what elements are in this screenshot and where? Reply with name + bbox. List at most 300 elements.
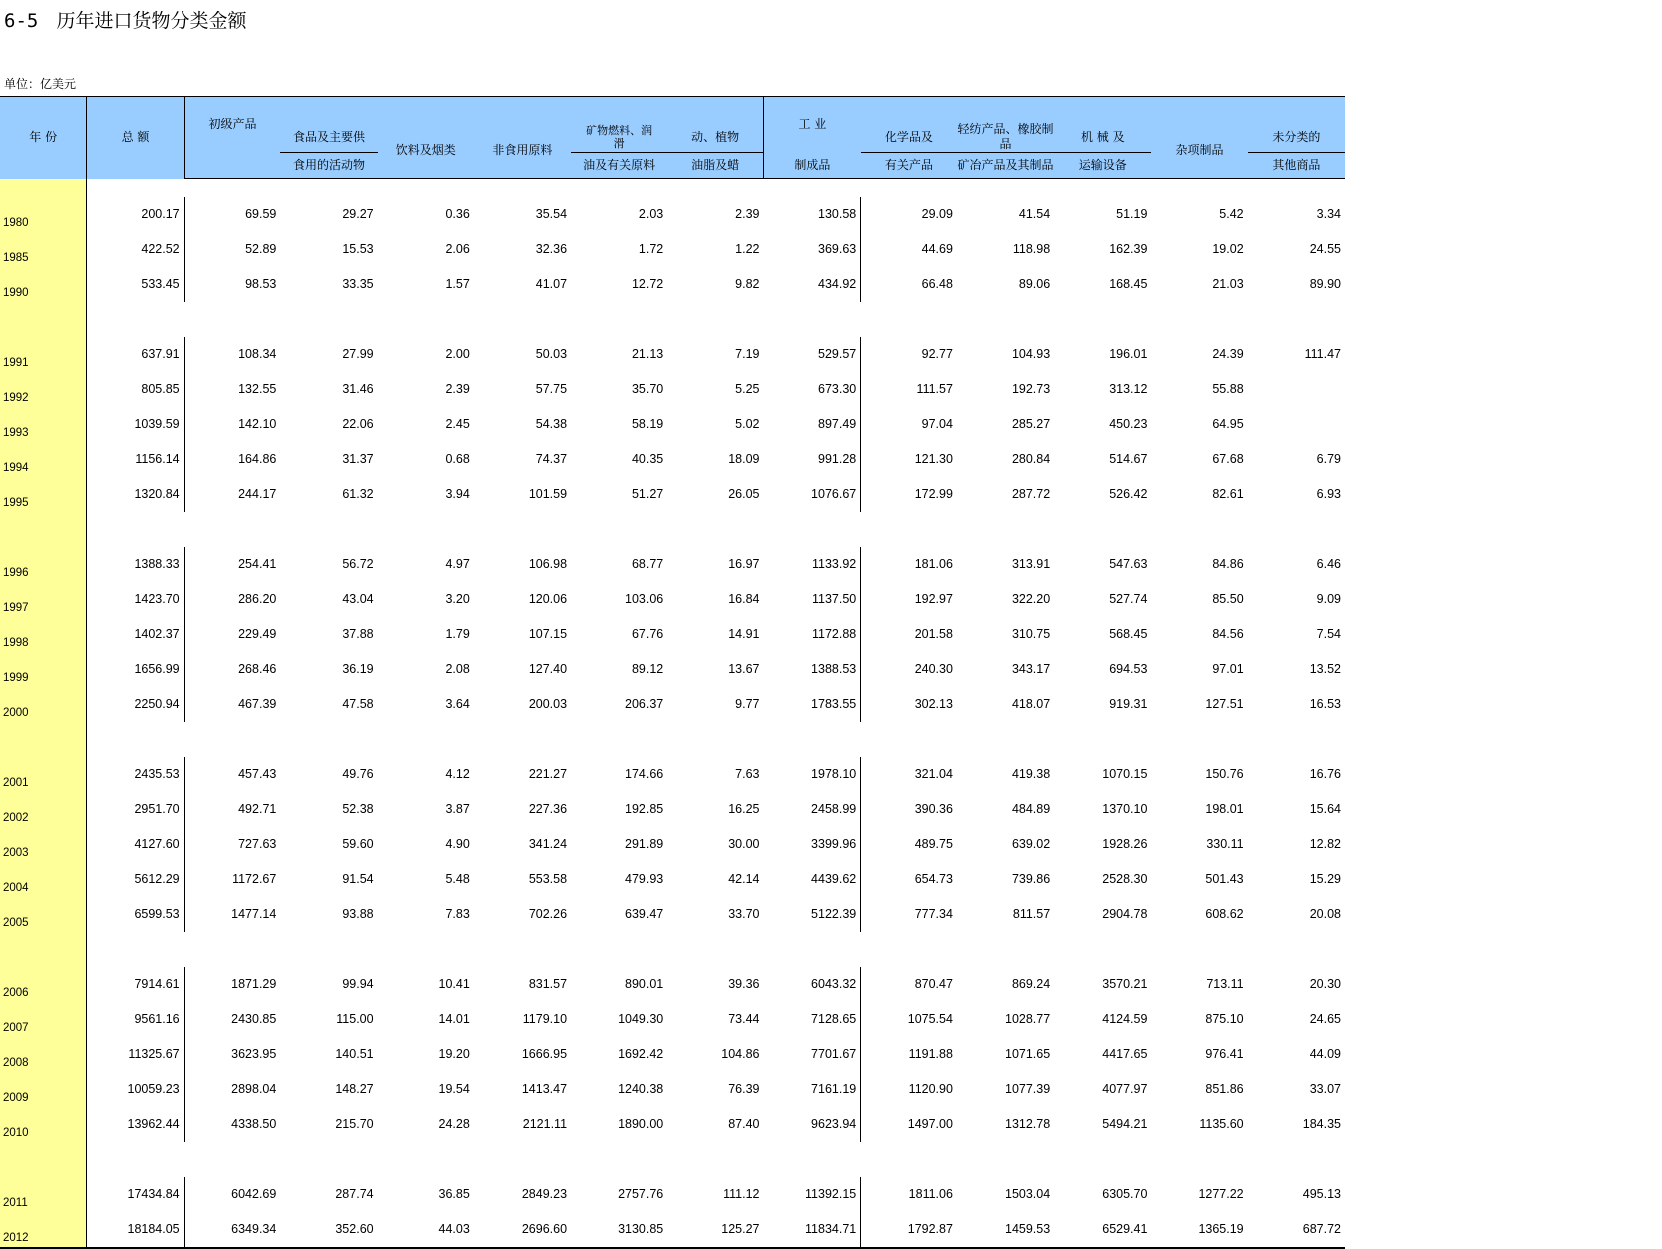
cell-primary: 244.17 bbox=[238, 487, 277, 501]
table-row bbox=[0, 1002, 1345, 1037]
cell-mineral: 40.35 bbox=[631, 452, 664, 466]
cell-mineral: 12.72 bbox=[631, 277, 664, 291]
cell-year: 2012 bbox=[0, 1212, 87, 1248]
cell-misc: 851.86 bbox=[1205, 1082, 1244, 1096]
cell-year: 2001 bbox=[0, 757, 87, 792]
cell-food: 22.06 bbox=[342, 417, 374, 431]
cell-beverage: 4.12 bbox=[445, 767, 470, 781]
cell-misc: 19.02 bbox=[1212, 242, 1244, 256]
cell-food: 31.46 bbox=[342, 382, 374, 396]
cell-machinery: 1370.10 bbox=[1102, 802, 1148, 816]
cell-beverage: 3.64 bbox=[445, 697, 470, 711]
cell-chemical: 121.30 bbox=[914, 452, 953, 466]
header-primary: 初级产品 bbox=[184, 97, 280, 153]
cell-misc: 150.76 bbox=[1205, 767, 1244, 781]
cell-chemical: 97.04 bbox=[921, 417, 953, 431]
cell-food: 99.94 bbox=[342, 977, 374, 991]
cell-misc: 55.88 bbox=[1212, 382, 1244, 396]
cell-chemical: 1811.06 bbox=[908, 1187, 953, 1201]
cell-year: 2009 bbox=[0, 1072, 87, 1107]
table-row bbox=[0, 757, 1345, 792]
cell-machinery: 526.42 bbox=[1109, 487, 1148, 501]
cell-total: 2951.70 bbox=[87, 792, 184, 827]
table-row bbox=[0, 407, 1345, 442]
cell-chemical: 1792.87 bbox=[861, 1212, 957, 1248]
cell-industrial: 1137.50 bbox=[763, 582, 860, 617]
cell-year: 1990 bbox=[0, 267, 87, 302]
cell-unclassified: 16.53 bbox=[1309, 697, 1341, 711]
cell-oils: 42.14 bbox=[728, 872, 760, 886]
cell-industrial: 1172.88 bbox=[763, 617, 860, 652]
cell-misc: 608.62 bbox=[1205, 907, 1244, 921]
cell-primary: 492.71 bbox=[238, 802, 277, 816]
table-row bbox=[0, 197, 1345, 232]
table-top-padding bbox=[0, 179, 1345, 197]
cell-textile: 1071.65 bbox=[1005, 1047, 1051, 1061]
cell-year: 2006 bbox=[0, 967, 87, 1002]
cell-oils: 73.44 bbox=[728, 1012, 760, 1026]
table-row bbox=[0, 967, 1345, 1002]
cell-misc: 713.11 bbox=[1206, 977, 1244, 991]
table-row bbox=[0, 1212, 1345, 1248]
cell-mineral: 479.93 bbox=[625, 872, 664, 886]
table-row bbox=[0, 862, 1345, 897]
header-oils: 动、植物 bbox=[667, 122, 763, 153]
cell-total: 7914.61 bbox=[87, 967, 184, 1002]
cell-year: 1994 bbox=[0, 442, 87, 477]
cell-beverage: 1.79 bbox=[445, 627, 470, 641]
cell-beverage: 19.20 bbox=[438, 1047, 470, 1061]
cell-industrial: 7161.19 bbox=[763, 1072, 860, 1107]
spacer-row bbox=[0, 932, 1345, 967]
cell-primary: 1871.29 bbox=[231, 977, 277, 991]
cell-machinery: 2528.30 bbox=[1102, 872, 1148, 886]
cell-misc: 330.11 bbox=[1206, 837, 1244, 851]
spacer-row bbox=[0, 722, 1345, 757]
cell-machinery: 450.23 bbox=[1109, 417, 1148, 431]
cell-mineral: 192.85 bbox=[625, 802, 664, 816]
header-industrial-sub: 制成品 bbox=[763, 153, 860, 179]
header-food: 食品及主要供 bbox=[280, 122, 377, 153]
cell-food: 31.37 bbox=[342, 452, 374, 466]
cell-industrial: 991.28 bbox=[763, 442, 860, 477]
header-chemical: 化学品及 bbox=[861, 122, 957, 153]
cell-nonfood: 200.03 bbox=[528, 697, 568, 711]
cell-unclassified: 6.46 bbox=[1316, 557, 1341, 571]
cell-misc: 875.10 bbox=[1205, 1012, 1244, 1026]
header-mineral-sub: 油及有关原料 bbox=[571, 153, 667, 179]
cell-unclassified: 33.07 bbox=[1309, 1082, 1341, 1096]
cell-nonfood: 57.75 bbox=[535, 382, 568, 396]
cell-primary: 2430.85 bbox=[231, 1012, 277, 1026]
cell-industrial: 673.30 bbox=[763, 372, 860, 407]
cell-machinery: 1928.26 bbox=[1102, 837, 1148, 851]
cell-nonfood: 120.06 bbox=[528, 592, 568, 606]
cell-food: 352.60 bbox=[280, 1212, 377, 1248]
cell-year: 1993 bbox=[0, 407, 87, 442]
header-industrial-group-spacer bbox=[861, 97, 1345, 123]
cell-unclassified: 3.34 bbox=[1316, 207, 1341, 221]
table-row bbox=[0, 1177, 1345, 1212]
table-row bbox=[0, 897, 1345, 932]
cell-misc: 21.03 bbox=[1212, 277, 1244, 291]
cell-total: 13962.44 bbox=[87, 1107, 184, 1142]
cell-misc: 97.01 bbox=[1212, 662, 1244, 676]
cell-beverage: 2.45 bbox=[445, 417, 470, 431]
cell-primary: 69.59 bbox=[245, 207, 277, 221]
cell-beverage: 0.68 bbox=[445, 452, 470, 466]
cell-misc: 67.68 bbox=[1212, 452, 1244, 466]
cell-industrial: 369.63 bbox=[763, 232, 860, 267]
table-row bbox=[0, 337, 1345, 372]
header-machinery-sub: 运输设备 bbox=[1054, 153, 1151, 179]
cell-nonfood: 831.57 bbox=[528, 977, 568, 991]
table-row bbox=[0, 267, 1345, 302]
spacer-row bbox=[0, 302, 1345, 337]
cell-nonfood: 74.37 bbox=[535, 452, 568, 466]
header-row-top bbox=[0, 97, 1345, 123]
cell-textile: 484.89 bbox=[1011, 802, 1051, 816]
cell-industrial: 1133.92 bbox=[763, 547, 860, 582]
cell-beverage: 2.06 bbox=[445, 242, 470, 256]
cell-unclassified: 89.90 bbox=[1309, 277, 1341, 291]
cell-machinery: 4124.59 bbox=[1102, 1012, 1148, 1026]
cell-unclassified: 20.08 bbox=[1309, 907, 1341, 921]
cell-food: 115.00 bbox=[336, 1012, 374, 1026]
cell-machinery: 162.39 bbox=[1109, 242, 1148, 256]
cell-total: 18184.05 bbox=[87, 1212, 184, 1248]
table-number: 6-5 bbox=[4, 10, 39, 32]
cell-beverage: 3.94 bbox=[445, 487, 470, 501]
cell-textile: 118.98 bbox=[1012, 242, 1051, 256]
header-unclassified: 未分类的 bbox=[1248, 122, 1345, 153]
cell-primary: 1477.14 bbox=[231, 907, 277, 921]
cell-nonfood: 702.26 bbox=[528, 907, 568, 921]
cell-primary: 142.10 bbox=[238, 417, 277, 431]
cell-misc: 198.01 bbox=[1205, 802, 1244, 816]
cell-oils: 39.36 bbox=[728, 977, 760, 991]
table-row bbox=[0, 652, 1345, 687]
cell-oils: 18.09 bbox=[728, 452, 760, 466]
cell-machinery: 313.12 bbox=[1109, 382, 1148, 396]
cell-chemical: 1497.00 bbox=[907, 1117, 953, 1131]
unit-label: 单位：亿美元 bbox=[4, 77, 77, 91]
table-row bbox=[0, 1037, 1345, 1072]
cell-food: 52.38 bbox=[342, 802, 374, 816]
cell-beverage: 19.54 bbox=[438, 1082, 470, 1096]
cell-unclassified: 687.72 bbox=[1248, 1212, 1345, 1248]
cell-industrial: 7701.67 bbox=[763, 1037, 860, 1072]
cell-misc: 1277.22 bbox=[1198, 1187, 1244, 1201]
cell-year: 1998 bbox=[0, 617, 87, 652]
cell-machinery: 568.45 bbox=[1109, 627, 1148, 641]
cell-unclassified: 12.82 bbox=[1309, 837, 1341, 851]
cell-primary: 6349.34 bbox=[184, 1212, 280, 1248]
cell-unclassified: 9.09 bbox=[1316, 592, 1341, 606]
cell-machinery: 4077.97 bbox=[1102, 1082, 1148, 1096]
cell-primary: 3623.95 bbox=[231, 1047, 277, 1061]
cell-oils: 104.86 bbox=[721, 1047, 760, 1061]
cell-total: 533.45 bbox=[87, 267, 184, 302]
cell-food: 140.51 bbox=[335, 1047, 374, 1061]
cell-mineral: 174.66 bbox=[625, 767, 664, 781]
cell-unclassified: 24.65 bbox=[1309, 1012, 1341, 1026]
cell-industrial: 2458.99 bbox=[763, 792, 860, 827]
cell-industrial: 130.58 bbox=[763, 197, 860, 232]
cell-oils: 125.27 bbox=[667, 1212, 763, 1248]
cell-total: 10059.23 bbox=[87, 1072, 184, 1107]
cell-industrial: 1076.67 bbox=[763, 477, 860, 512]
spacer-row bbox=[0, 1142, 1345, 1177]
header-nonfood: 非食用原料 bbox=[474, 122, 571, 179]
cell-mineral: 1240.38 bbox=[618, 1082, 664, 1096]
cell-chemical: 1075.54 bbox=[907, 1012, 953, 1026]
table-row bbox=[0, 372, 1345, 407]
cell-mineral: 3130.85 bbox=[571, 1212, 667, 1248]
cell-textile: 1028.77 bbox=[1005, 1012, 1051, 1026]
cell-oils: 7.63 bbox=[735, 767, 760, 781]
cell-food: 37.88 bbox=[342, 627, 374, 641]
cell-machinery: 6305.70 bbox=[1102, 1187, 1148, 1201]
cell-misc: 976.41 bbox=[1205, 1047, 1244, 1061]
cell-primary: 457.43 bbox=[238, 767, 277, 781]
cell-chemical: 321.04 bbox=[914, 767, 953, 781]
cell-textile: 313.91 bbox=[1011, 557, 1051, 571]
cell-chemical: 1191.88 bbox=[908, 1047, 953, 1061]
header-chemical-sub: 有关产品 bbox=[861, 153, 957, 179]
cell-beverage: 2.00 bbox=[445, 347, 470, 361]
cell-machinery: 5494.21 bbox=[1102, 1117, 1148, 1131]
cell-nonfood: 2121.11 bbox=[522, 1117, 568, 1131]
cell-unclassified: 495.13 bbox=[1302, 1187, 1341, 1201]
cell-textile: 1077.39 bbox=[1005, 1082, 1051, 1096]
cell-misc: 85.50 bbox=[1212, 592, 1244, 606]
cell-primary: 727.63 bbox=[238, 837, 277, 851]
cell-industrial: 529.57 bbox=[763, 337, 860, 372]
cell-primary: 108.34 bbox=[238, 347, 277, 361]
cell-food: 91.54 bbox=[342, 872, 374, 886]
cell-oils: 26.05 bbox=[728, 487, 760, 501]
cell-industrial: 1783.55 bbox=[763, 687, 860, 722]
cell-food: 15.53 bbox=[342, 242, 374, 256]
cell-year: 2004 bbox=[0, 862, 87, 897]
table-row bbox=[0, 617, 1345, 652]
cell-year: 1991 bbox=[0, 337, 87, 372]
cell-textile: 419.38 bbox=[1011, 767, 1051, 781]
cell-nonfood: 127.40 bbox=[528, 662, 568, 676]
cell-total: 1423.70 bbox=[87, 582, 184, 617]
cell-machinery: 3570.21 bbox=[1102, 977, 1148, 991]
cell-year: 2000 bbox=[0, 687, 87, 722]
cell-primary: 229.49 bbox=[238, 627, 277, 641]
cell-beverage: 2.08 bbox=[445, 662, 470, 676]
cell-chemical: 870.47 bbox=[914, 977, 953, 991]
cell-beverage: 14.01 bbox=[438, 1012, 470, 1026]
cell-oils: 16.84 bbox=[728, 592, 760, 606]
cell-textile: 1459.53 bbox=[957, 1212, 1054, 1248]
cell-mineral: 89.12 bbox=[631, 662, 664, 676]
cell-oils: 9.77 bbox=[735, 697, 760, 711]
header-beverage: 饮料及烟类 bbox=[378, 122, 474, 179]
import-table bbox=[0, 96, 1345, 1249]
cell-primary: 254.41 bbox=[238, 557, 277, 571]
cell-textile: 89.06 bbox=[1018, 277, 1051, 291]
cell-nonfood: 221.27 bbox=[528, 767, 568, 781]
cell-food: 93.88 bbox=[342, 907, 374, 921]
cell-mineral: 1890.00 bbox=[618, 1117, 664, 1131]
cell-nonfood: 35.54 bbox=[535, 207, 568, 221]
cell-food: 27.99 bbox=[342, 347, 374, 361]
cell-unclassified bbox=[1248, 407, 1345, 442]
cell-nonfood: 54.38 bbox=[535, 417, 568, 431]
cell-unclassified: 15.29 bbox=[1309, 872, 1341, 886]
table-row bbox=[0, 547, 1345, 582]
cell-total: 805.85 bbox=[87, 372, 184, 407]
cell-total: 422.52 bbox=[87, 232, 184, 267]
cell-unclassified: 6.93 bbox=[1316, 487, 1341, 501]
cell-machinery: 694.53 bbox=[1109, 662, 1148, 676]
header-row-sub bbox=[0, 153, 1345, 179]
cell-nonfood: 1413.47 bbox=[521, 1082, 568, 1096]
cell-primary: 1172.67 bbox=[232, 872, 277, 886]
cell-mineral: 890.01 bbox=[625, 977, 664, 991]
cell-primary: 268.46 bbox=[238, 662, 277, 676]
cell-misc: 64.95 bbox=[1212, 417, 1244, 431]
cell-total: 1320.84 bbox=[87, 477, 184, 512]
cell-year: 1985 bbox=[0, 232, 87, 267]
cell-chemical: 201.58 bbox=[914, 627, 953, 641]
cell-misc: 5.42 bbox=[1219, 207, 1244, 221]
cell-industrial: 7128.65 bbox=[763, 1002, 860, 1037]
cell-total: 9561.16 bbox=[87, 1002, 184, 1037]
cell-oils: 30.00 bbox=[728, 837, 760, 851]
cell-misc: 82.61 bbox=[1212, 487, 1244, 501]
header-total: 总 额 bbox=[87, 97, 184, 179]
cell-mineral: 1692.42 bbox=[618, 1047, 664, 1061]
cell-machinery: 168.45 bbox=[1109, 277, 1148, 291]
cell-year: 2007 bbox=[0, 1002, 87, 1037]
cell-beverage: 2.39 bbox=[445, 382, 470, 396]
table-body bbox=[0, 179, 1345, 1248]
cell-primary: 98.53 bbox=[245, 277, 277, 291]
cell-industrial: 1388.53 bbox=[763, 652, 860, 687]
cell-oils: 16.97 bbox=[728, 557, 760, 571]
cell-year: 2003 bbox=[0, 827, 87, 862]
cell-textile: 869.24 bbox=[1011, 977, 1051, 991]
cell-textile: 285.27 bbox=[1011, 417, 1051, 431]
cell-oils: 14.91 bbox=[728, 627, 760, 641]
cell-beverage: 4.90 bbox=[445, 837, 470, 851]
cell-beverage: 0.36 bbox=[445, 207, 470, 221]
cell-food: 61.32 bbox=[342, 487, 374, 501]
cell-total: 2435.53 bbox=[87, 757, 184, 792]
table-row bbox=[0, 1107, 1345, 1142]
cell-textile: 280.84 bbox=[1011, 452, 1051, 466]
cell-food: 215.70 bbox=[335, 1117, 374, 1131]
cell-mineral: 2757.76 bbox=[618, 1187, 664, 1201]
cell-misc: 501.43 bbox=[1205, 872, 1244, 886]
cell-textile: 811.57 bbox=[1012, 907, 1051, 921]
cell-industrial: 897.49 bbox=[763, 407, 860, 442]
cell-oils: 13.67 bbox=[728, 662, 760, 676]
cell-machinery: 1070.15 bbox=[1102, 767, 1148, 781]
cell-textile: 739.86 bbox=[1011, 872, 1051, 886]
cell-oils: 2.39 bbox=[735, 207, 760, 221]
table-title: 历年进口货物分类金额 bbox=[56, 10, 247, 32]
header-oils-sub: 油脂及蜡 bbox=[667, 153, 763, 179]
cell-total: 1039.59 bbox=[87, 407, 184, 442]
table-row bbox=[0, 687, 1345, 722]
cell-unclassified: 184.35 bbox=[1302, 1117, 1341, 1131]
cell-mineral: 103.06 bbox=[625, 592, 664, 606]
cell-nonfood: 106.98 bbox=[528, 557, 568, 571]
cell-machinery: 6529.41 bbox=[1054, 1212, 1151, 1248]
cell-textile: 418.07 bbox=[1011, 697, 1051, 711]
cell-mineral: 1049.30 bbox=[618, 1012, 664, 1026]
cell-nonfood: 227.36 bbox=[528, 802, 568, 816]
header-mineral: 矿物燃料、润 滑 bbox=[571, 122, 667, 153]
cell-total: 200.17 bbox=[87, 197, 184, 232]
cell-year: 2008 bbox=[0, 1037, 87, 1072]
cell-industrial: 11834.71 bbox=[763, 1212, 860, 1248]
cell-primary: 2898.04 bbox=[231, 1082, 277, 1096]
cell-nonfood: 1666.95 bbox=[521, 1047, 568, 1061]
cell-food: 33.35 bbox=[342, 277, 374, 291]
cell-year: 2011 bbox=[0, 1177, 87, 1212]
cell-mineral: 639.47 bbox=[625, 907, 664, 921]
cell-food: 148.27 bbox=[335, 1082, 374, 1096]
cell-nonfood: 107.15 bbox=[528, 627, 568, 641]
table-row bbox=[0, 232, 1345, 267]
cell-oils: 111.12 bbox=[723, 1187, 760, 1201]
cell-chemical: 29.09 bbox=[921, 207, 953, 221]
cell-chemical: 777.34 bbox=[914, 907, 953, 921]
cell-beverage: 3.87 bbox=[445, 802, 470, 816]
header-year: 年 份 bbox=[0, 97, 87, 179]
cell-total: 1156.14 bbox=[87, 442, 184, 477]
cell-primary: 286.20 bbox=[238, 592, 277, 606]
cell-year: 2005 bbox=[0, 897, 87, 932]
cell-year: 2002 bbox=[0, 792, 87, 827]
cell-mineral: 21.13 bbox=[631, 347, 664, 361]
table-row bbox=[0, 792, 1345, 827]
cell-oils: 33.70 bbox=[728, 907, 760, 921]
cell-textile: 1312.78 bbox=[1005, 1117, 1051, 1131]
cell-textile: 343.17 bbox=[1011, 662, 1051, 676]
cell-nonfood: 1179.10 bbox=[522, 1012, 568, 1026]
cell-chemical: 44.69 bbox=[921, 242, 953, 256]
cell-primary: 132.55 bbox=[238, 382, 277, 396]
cell-industrial: 4439.62 bbox=[763, 862, 860, 897]
cell-chemical: 92.77 bbox=[921, 347, 953, 361]
page-title bbox=[4, 6, 246, 33]
cell-chemical: 172.99 bbox=[914, 487, 953, 501]
cell-machinery: 51.19 bbox=[1116, 207, 1148, 221]
header-textile-sub: 矿冶产品及其制品 bbox=[957, 153, 1054, 179]
cell-textile: 287.72 bbox=[1011, 487, 1051, 501]
cell-oils: 1.22 bbox=[735, 242, 760, 256]
header-machinery: 机 械 及 bbox=[1054, 122, 1151, 153]
cell-unclassified bbox=[1248, 372, 1345, 407]
cell-textile: 104.93 bbox=[1011, 347, 1051, 361]
cell-oils: 76.39 bbox=[728, 1082, 760, 1096]
cell-oils: 5.25 bbox=[735, 382, 760, 396]
cell-nonfood: 41.07 bbox=[535, 277, 568, 291]
cell-textile: 322.20 bbox=[1011, 592, 1051, 606]
cell-oils: 16.25 bbox=[728, 802, 760, 816]
cell-primary: 6042.69 bbox=[231, 1187, 277, 1201]
cell-food: 47.58 bbox=[342, 697, 374, 711]
